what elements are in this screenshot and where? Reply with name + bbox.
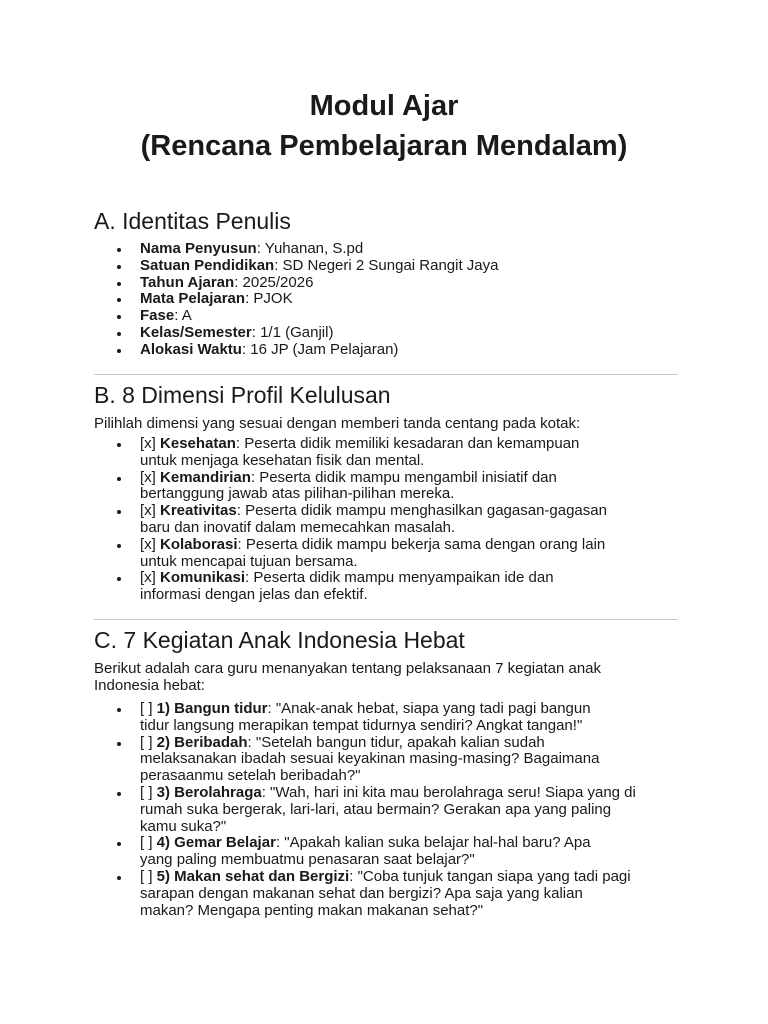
section-intro: [94, 660, 678, 694]
document-title: [0, 86, 768, 166]
item-value: : 1/1 (Ganjil): [251, 323, 334, 341]
item-text: kamu suka?": [140, 817, 227, 835]
list-item: [94, 291, 678, 308]
intro-line: Berikut adalah cara guru menanyakan tentang pelaksanaan 7 kegiatan anak: [94, 660, 602, 677]
list-item: [94, 275, 678, 292]
item-label: Kreativitas: [160, 502, 237, 520]
item-label: Mata Pelajaran: [140, 290, 246, 308]
item-label: Nama Penyusun: [140, 240, 257, 257]
list-item: [94, 835, 678, 869]
list-item: [94, 258, 678, 275]
list-item: [94, 785, 678, 835]
item-label: Komunikasi: [160, 569, 246, 587]
checkbox-mark: [ ]: [140, 700, 157, 717]
section-intro: Pilihlah dimensi yang sesuai dengan memberi tanda centang pada kotak:: [94, 415, 581, 432]
list-item: [94, 325, 678, 342]
checkbox-mark: [x]: [140, 569, 161, 587]
list-item: [94, 701, 678, 735]
item-value: : 16 JP (Jam Pelajaran): [241, 340, 399, 358]
section-heading: C. 7 Kegiatan Anak Indonesia Hebat: [94, 627, 465, 653]
item-value: : 2025/2026: [234, 273, 314, 291]
list-item: [94, 735, 678, 785]
list-item: [94, 241, 678, 258]
item-text: : "Setelah bangun tidur, apakah kalian sudah: [247, 733, 545, 751]
section-identitas-penulis: [94, 207, 678, 359]
list-item: [94, 537, 678, 571]
item-text: yang paling membuatmu penasaran saat belajar?": [140, 851, 475, 869]
item-label: 1) Bangun tidur: [156, 700, 268, 717]
list-item: [94, 869, 678, 919]
item-value: : PJOK: [245, 290, 293, 308]
item-text: : "Wah, hari ini kita mau berolahraga seru! Siapa yang di: [261, 783, 636, 801]
dimension-list: [94, 436, 678, 604]
list-item: [94, 503, 678, 537]
item-value: : A: [174, 307, 192, 325]
item-label: 3) Berolahraga: [156, 783, 262, 801]
item-text: : Peserta didik mampu mengambil inisiatif dan: [250, 468, 557, 486]
item-label: Alokasi Waktu: [140, 340, 242, 358]
item-text: : Peserta didik mampu bekerja sama dengan orang lain: [237, 535, 606, 553]
checkbox-mark: [x]: [140, 468, 161, 486]
section-dimensi-profil: [94, 381, 678, 604]
item-label: Satuan Pendidikan: [140, 256, 275, 274]
list-item: [94, 570, 678, 604]
item-text: untuk mencapai tujuan bersama.: [140, 552, 358, 570]
item-label: Tahun Ajaran: [140, 273, 235, 291]
title-line-1: Modul Ajar: [309, 90, 459, 122]
item-text: : Peserta didik mampu menyampaikan ide dan: [245, 569, 554, 587]
list-item: [94, 342, 678, 359]
item-text: rumah suka bergerak, lari-lari, atau bermain? Gerakan apa yang paling: [140, 800, 612, 818]
item-text: tidur langsung merapikan tempat tidurnya sendiri? Angkat tangan!": [140, 716, 583, 734]
item-label: 5) Makan sehat dan Bergizi: [156, 867, 350, 885]
item-text: bertanggung jawab atas pilihan-pilihan mereka.: [140, 485, 455, 503]
item-label: Kesehatan: [160, 435, 236, 452]
item-text: melaksanakan ibadah sesuai keyakinan masing-masing? Bagaimana: [140, 750, 600, 768]
item-text: perasaanmu setelah beribadah?": [140, 767, 361, 785]
item-label: 2) Beribadah: [156, 733, 248, 751]
activity-list: [94, 701, 678, 919]
item-text: : "Anak-anak hebat, siapa yang tadi pagi bangun: [267, 700, 591, 717]
checkbox-mark: [ ]: [140, 783, 157, 801]
list-item: [94, 470, 678, 504]
checkbox-mark: [x]: [140, 502, 161, 520]
item-text: untuk menjaga kesehatan fisik dan mental.: [140, 451, 425, 469]
section-heading: A. Identitas Penulis: [94, 208, 291, 234]
item-value: : Yuhanan, S.pd: [256, 240, 364, 257]
item-label: Kelas/Semester: [140, 323, 252, 341]
item-text: informasi dengan jelas dan efektif.: [140, 586, 368, 604]
section-divider: [94, 374, 678, 375]
item-label: 4) Gemar Belajar: [156, 834, 276, 852]
item-text: baru dan inovatif dalam memecahkan masalah.: [140, 518, 456, 536]
identity-list: [94, 241, 678, 359]
list-item: [94, 436, 678, 470]
item-text: : Peserta didik memiliki kesadaran dan kemampuan: [235, 435, 580, 452]
checkbox-mark: [x]: [140, 535, 161, 553]
intro-line: Indonesia hebat:: [94, 677, 205, 694]
item-text: : "Apakah kalian suka belajar hal-hal baru? Apa: [275, 834, 591, 852]
checkbox-mark: [x]: [140, 435, 161, 452]
item-text: makan? Mengapa penting makan makanan sehat?": [140, 901, 484, 919]
item-text: : "Coba tunjuk tangan siapa yang tadi pagi: [349, 867, 631, 885]
item-label: Kolaborasi: [160, 535, 238, 553]
checkbox-mark: [ ]: [140, 867, 157, 885]
section-divider: [94, 619, 678, 620]
section-heading: B. 8 Dimensi Profil Kelulusan: [94, 382, 391, 408]
checkbox-mark: [ ]: [140, 834, 157, 852]
checkbox-mark: [ ]: [140, 733, 157, 751]
title-line-2: (Rencana Pembelajaran Mendalam): [140, 130, 628, 162]
section-kegiatan-anak: [94, 626, 678, 919]
item-label: Fase: [140, 307, 175, 325]
item-text: sarapan dengan makanan sehat dan bergizi? Apa saja yang kalian: [140, 884, 583, 902]
item-value: : SD Negeri 2 Sungai Rangit Jaya: [274, 256, 499, 274]
item-label: Kemandirian: [160, 468, 251, 486]
list-item: [94, 308, 678, 325]
item-text: : Peserta didik mampu menghasilkan gagasan-gagasan: [236, 502, 607, 520]
